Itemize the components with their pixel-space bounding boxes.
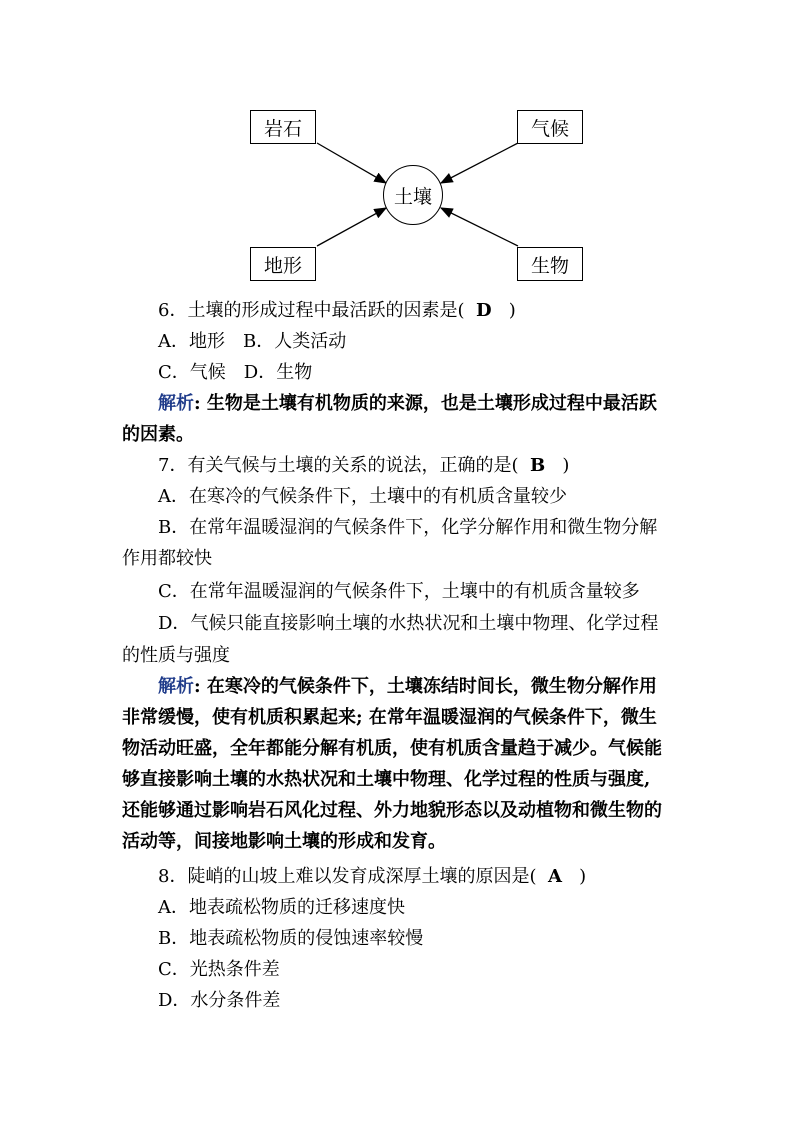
q8-option-d: D．水分条件差 xyxy=(158,990,281,1011)
q7-option-a: A．在寒冷的气候条件下，土壤中的有机质含量较少 xyxy=(158,486,567,507)
q6-answer: D xyxy=(475,300,492,321)
q8-answer: A xyxy=(547,866,562,887)
q7-analysis-l4: 够直接影响土壤的水热状况和土壤中物理、化学过程的性质与强度, xyxy=(122,769,651,790)
q8-stem: 8．陡峭的山坡上难以发育成深厚土壤的原因是( A ) xyxy=(158,866,587,887)
q6-analysis-cont: 的因素。 xyxy=(122,424,194,445)
q7-option-c: C．在常年温暖湿润的气候条件下，土壤中的有机质含量较多 xyxy=(158,581,640,602)
q6-analysis: 解析: 生物是土壤有机物质的来源，也是土壤形成过程中最活跃 xyxy=(158,393,657,414)
box-biology: 生物 xyxy=(517,247,583,281)
arrow-biology-to-soil xyxy=(441,208,518,246)
q8-option-c: C．光热条件差 xyxy=(158,959,280,980)
circle-soil: 土壤 xyxy=(383,165,443,225)
arrow-rock-to-soil xyxy=(317,143,386,183)
q8-option-a: A．地表疏松物质的迁移速度快 xyxy=(158,897,405,918)
q6-stem: 6．土壤的形成过程中最活跃的因素是( D ) xyxy=(158,300,516,321)
box-climate: 气候 xyxy=(517,110,583,144)
q7-analysis-l2: 非常缓慢，使有机质积累起来; 在常年温暖湿润的气候条件下，微生 xyxy=(122,707,657,728)
q7-option-b-cont: 作用都较快 xyxy=(122,548,212,569)
q7-analysis: 解析: 在寒冷的气候条件下，土壤冻结时间长，微生物分解作用 xyxy=(158,676,657,697)
q6-option-cd: C．气候 D．生物 xyxy=(158,362,313,383)
q8-option-b: B．地表疏松物质的侵蚀速率较慢 xyxy=(158,928,424,949)
q6-option-ab: A．地形 B．人类活动 xyxy=(158,331,347,352)
q7-option-d-cont: 的性质与强度 xyxy=(122,645,230,666)
q7-option-b: B．在常年温暖湿润的气候条件下，化学分解作用和微生物分解 xyxy=(158,517,658,538)
q7-analysis-l3: 物活动旺盛，全年都能分解有机质，使有机质含量趋于减少。气候能 xyxy=(122,738,662,759)
soil-factors-diagram xyxy=(0,0,794,300)
q7-answer: B xyxy=(529,455,546,476)
diagram-arrows xyxy=(0,0,794,300)
q7-analysis-l6: 活动等，间接地影响土壤的形成和发育。 xyxy=(122,831,446,852)
q7-option-d: D．气候只能直接影响土壤的水热状况和土壤中物理、化学过程 xyxy=(158,613,659,634)
box-rock: 岩石 xyxy=(250,110,316,144)
box-terrain: 地形 xyxy=(250,247,316,281)
arrow-terrain-to-soil xyxy=(317,208,386,246)
q7-analysis-l5: 还能够通过影响岩石风化过程、外力地貌形态以及动植物和微生物的 xyxy=(122,800,662,821)
arrow-climate-to-soil xyxy=(441,143,518,183)
q7-stem: 7．有关气候与土壤的关系的说法，正确的是( B ) xyxy=(158,455,570,476)
